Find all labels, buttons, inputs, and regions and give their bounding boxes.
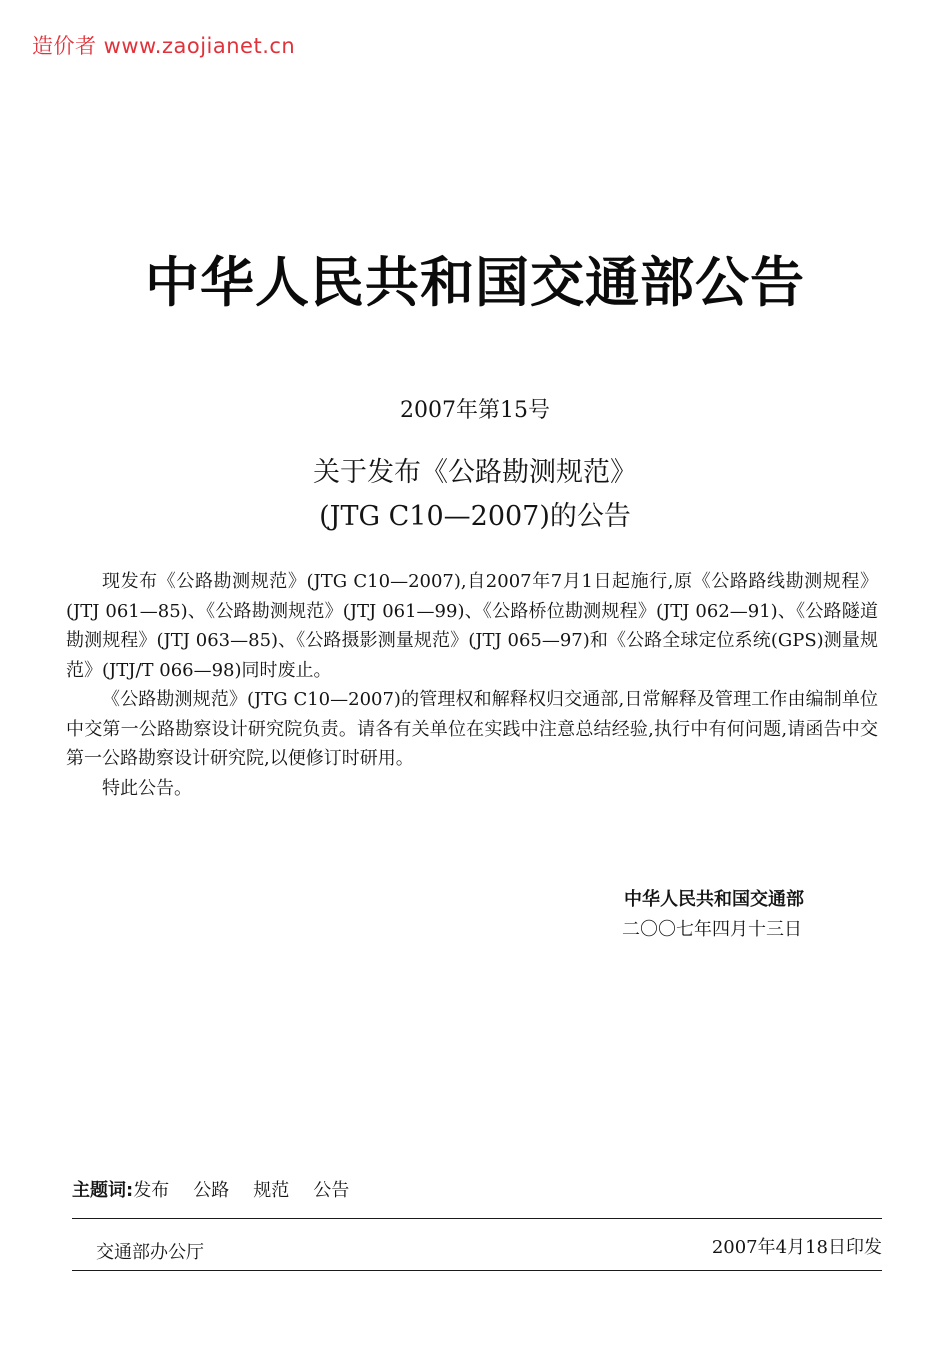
body-paragraph: 《公路勘测规范》(JTG C10—2007)的管理权和解释权归交通部,日常解释及管理工作由编制单位中交第一公路勘察设计研究院负责。请各有关单位在实践中注意总结经验,执行中有何问题,请函告中交第一公路勘察设计研究院,以便修订时研用。 bbox=[66, 689, 878, 769]
issuing-office: 交通部办公厅 bbox=[96, 1242, 204, 1263]
signing-date: 二〇〇七年四月十三日 bbox=[622, 919, 802, 940]
keyword: 公路 bbox=[193, 1180, 230, 1201]
announcement-title-line-1: 关于发布《公路勘测规范》 bbox=[313, 457, 637, 488]
footer-divider-bottom bbox=[72, 1270, 882, 1271]
document-heading: 中华人民共和国交通部公告 bbox=[145, 251, 805, 314]
announcement-body bbox=[66, 567, 878, 803]
keyword: 规范 bbox=[253, 1180, 290, 1201]
keywords-label: 主题词: bbox=[72, 1180, 134, 1201]
watermark: 造价者 www.zaojianet.cn bbox=[32, 34, 296, 58]
keyword: 发布 bbox=[133, 1180, 170, 1201]
announcement-title-line-2: (JTG C10—2007)的公告 bbox=[319, 501, 631, 532]
document-number: 2007年第15号 bbox=[400, 398, 550, 423]
footer-divider-top bbox=[72, 1218, 882, 1219]
signing-organization: 中华人民共和国交通部 bbox=[624, 889, 804, 910]
print-date: 2007年4月18日印发 bbox=[711, 1237, 882, 1258]
keywords-line bbox=[72, 1176, 373, 1202]
keyword: 公告 bbox=[313, 1180, 350, 1201]
body-paragraph: 特此公告。 bbox=[102, 777, 192, 799]
body-paragraph: 现发布《公路勘测规范》(JTG C10—2007),自2007年7月1日起施行,原《公路路线勘测规程》(JTJ 061—85)、《公路勘测规范》(JTJ 061—99)、《公路桥位勘测规程》(JTJ 062—91)、《公路隧道勘测规程》(JTJ 063—85)、《公路摄影测量规范》(JTJ 065—97)和《公路全球定位系统(GPS)测量规范》(JTJ/T 066—98)同时废止。 bbox=[66, 571, 878, 681]
